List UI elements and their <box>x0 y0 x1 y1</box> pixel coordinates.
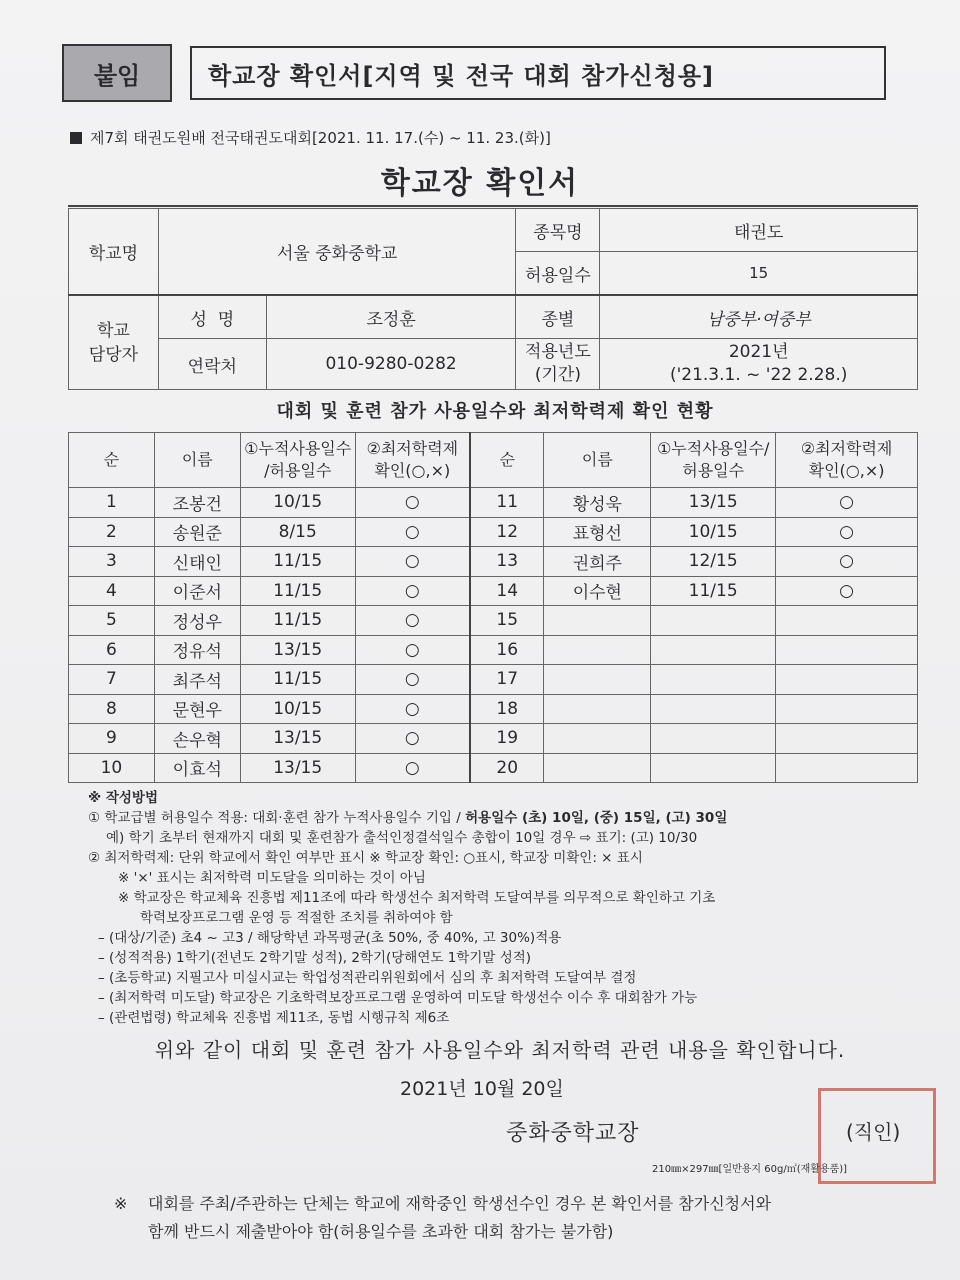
roster-table <box>68 432 918 783</box>
row-name: 정유석 <box>154 635 240 665</box>
main-title: 학교장 확인서 <box>380 166 580 201</box>
row-name: 황성욱 <box>544 488 651 518</box>
row-days: 11/15 <box>240 606 355 636</box>
section-title: 대회 및 훈련 참가 사용일수와 최저학력제 확인 현황 <box>276 401 714 422</box>
school-value: 서울 중화중학교 <box>158 209 516 296</box>
row-name <box>544 606 651 636</box>
col-name: 이름 <box>154 433 240 488</box>
roster-header <box>69 433 918 488</box>
year-value <box>600 339 918 390</box>
row-days: 10/15 <box>651 517 776 547</box>
name-value: 조정훈 <box>266 295 516 339</box>
divider <box>68 205 918 207</box>
note-item: ※ '×' 표시는 최저학력 미도달을 의미하는 것이 아님 <box>118 870 426 886</box>
row-no: 14 <box>470 576 544 606</box>
days-label: 허용일수 <box>516 252 600 296</box>
manager-label-line1: 학교 <box>97 320 130 341</box>
table-row <box>69 635 918 665</box>
asterisk-icon: ※ <box>114 1194 128 1213</box>
event-label: 종목명 <box>516 209 600 252</box>
row-check <box>776 665 918 695</box>
row-check: ○ <box>355 724 470 754</box>
col-days: ①누적사용일수 /허용일수 <box>240 433 355 488</box>
table-row <box>69 694 918 724</box>
row-no: 19 <box>470 724 544 754</box>
contact-value: 010-9280-0282 <box>266 339 516 390</box>
row-check: ○ <box>355 576 470 606</box>
year-label-line1: 적용년도 <box>525 342 591 362</box>
name-label: 성 명 <box>158 295 266 339</box>
table-row <box>69 576 918 606</box>
row-days <box>651 694 776 724</box>
row-no: 20 <box>470 753 544 783</box>
note-item: – (대상/기준) 초4 ~ 고3 / 해당학년 과목평균(초 50%, 중 40%, 고 30%)적용 <box>98 930 562 946</box>
row-no: 4 <box>69 576 155 606</box>
header <box>62 44 886 102</box>
year-value-line2: ('21.3.1. ~ '22 2.28.) <box>669 365 848 385</box>
paper-spec: 210㎜×297㎜[일반용지 60g/㎡(재활용품)] <box>652 1164 848 1175</box>
row-name <box>544 665 651 695</box>
note-item: – (성적적용) 1학기(전년도 2학기말 성적), 2학기(당해연도 1학기말 성적) <box>98 950 532 966</box>
category-label: 종별 <box>516 295 600 339</box>
row-days <box>651 606 776 636</box>
row-days <box>651 724 776 754</box>
row-name: 표형선 <box>544 517 651 547</box>
footer-notice <box>114 1190 894 1246</box>
year-label <box>516 339 600 390</box>
event-text: 제7회 태권도원배 전국태권도대회[2021. 11. 17.(수) ~ 11. 23.(화)] <box>90 129 551 147</box>
row-name: 신태인 <box>154 547 240 577</box>
row-days: 13/15 <box>651 488 776 518</box>
row-name <box>544 635 651 665</box>
row-no: 12 <box>470 517 544 547</box>
days-value: 15 <box>600 252 918 296</box>
row-days: 11/15 <box>240 576 355 606</box>
col-academic: ②최저학력제 확인(○,×) <box>355 433 470 488</box>
manager-label-line2: 담당자 <box>88 344 139 365</box>
table-row <box>69 724 918 754</box>
note-item: ※ 학교장은 학교체육 진흥법 제11조에 따라 학생선수 최저학력 도달여부를 의무적으로 확인하고 기초 <box>118 890 716 906</box>
row-days: 11/15 <box>240 665 355 695</box>
row-no: 13 <box>470 547 544 577</box>
row-name: 문현우 <box>154 694 240 724</box>
row-days: 12/15 <box>651 547 776 577</box>
note-item: – (최저학력 미도달) 학교장은 기초학력보장프로그램 운영하여 미도달 학생선수 이수 후 대회참가 가능 <box>98 990 698 1006</box>
row-check: ○ <box>355 665 470 695</box>
row-days <box>651 753 776 783</box>
note-item: ② 최저학력제: 단위 학교에서 확인 여부만 표시 ※ 학교장 확인: ○표시, 학교장 미확인: × 표시 <box>88 850 643 866</box>
row-check: ○ <box>355 488 470 518</box>
row-check <box>776 635 918 665</box>
row-days: 10/15 <box>240 694 355 724</box>
row-no: 3 <box>69 547 155 577</box>
row-no: 8 <box>69 694 155 724</box>
row-check <box>776 724 918 754</box>
row-name: 최주석 <box>154 665 240 695</box>
row-days: 8/15 <box>240 517 355 547</box>
row-name: 이준서 <box>154 576 240 606</box>
row-check: ○ <box>355 694 470 724</box>
row-name: 정성우 <box>154 606 240 636</box>
row-no: 7 <box>69 665 155 695</box>
category-value: 남중부·여중부 <box>600 295 918 339</box>
row-name: 이효석 <box>154 753 240 783</box>
row-days: 10/15 <box>240 488 355 518</box>
note-item: – (초등학교) 지필고사 미실시교는 학업성적관리위원회에서 심의 후 최저학력 도달여부 결정 <box>98 970 637 986</box>
table-row <box>69 753 918 783</box>
manager-label <box>69 295 159 390</box>
seal-label: (직인) <box>846 1120 901 1144</box>
school-label: 학교명 <box>69 209 159 296</box>
row-no: 5 <box>69 606 155 636</box>
square-bullet-icon <box>70 132 82 144</box>
row-name: 송원준 <box>154 517 240 547</box>
col-no: 순 <box>69 433 155 488</box>
writing-instructions <box>88 788 918 1028</box>
row-check <box>776 753 918 783</box>
row-check: ○ <box>355 517 470 547</box>
issue-date: 2021년 10월 20일 <box>400 1078 564 1100</box>
row-no: 11 <box>470 488 544 518</box>
note-item: ① 학교급별 허용일수 적용: 대회·훈련 참가 누적사용일수 기입 / 허용일수 (초) 10일, (중) 15일, (고) 30일 <box>88 810 728 826</box>
row-name <box>544 724 651 754</box>
row-check: ○ <box>355 606 470 636</box>
row-no: 17 <box>470 665 544 695</box>
table-row <box>69 665 918 695</box>
table-row <box>69 488 918 518</box>
note-item: – (관련법령) 학교체육 진흥법 제11조, 동법 시행규칙 제6조 <box>98 1010 450 1026</box>
row-check <box>776 694 918 724</box>
col-academic-right: ②최저학력제 확인(○,×) <box>776 433 918 488</box>
row-name: 이수현 <box>544 576 651 606</box>
principal-name: 중화중학교장 <box>506 1121 640 1146</box>
row-no: 10 <box>69 753 155 783</box>
notes-heading: ※ 작성방법 <box>88 790 158 806</box>
row-check: ○ <box>355 547 470 577</box>
confirmation-statement: 위와 같이 대회 및 훈련 참가 사용일수와 최저학력 관련 내용을 확인합니다. <box>154 1038 846 1062</box>
row-days: 13/15 <box>240 635 355 665</box>
year-label-line2: (기간) <box>534 365 581 385</box>
row-no: 6 <box>69 635 155 665</box>
contact-label: 연락처 <box>158 339 266 390</box>
note-item: 예) 학기 초부터 현재까지 대회 및 훈련참가 출석인정결석일수 총합이 10일 경우 ⇨ 표기: (고) 10/30 <box>106 830 698 846</box>
info-table <box>68 208 918 390</box>
row-check: ○ <box>776 517 918 547</box>
table-row <box>69 606 918 636</box>
document-title: 학교장 확인서[지역 및 전국 대회 참가신청용] <box>190 46 886 100</box>
row-days: 13/15 <box>240 724 355 754</box>
event-line <box>70 127 551 148</box>
row-check: ○ <box>776 547 918 577</box>
col-days-right: ①누적사용일수/ 허용일수 <box>651 433 776 488</box>
row-days <box>651 665 776 695</box>
row-days: 13/15 <box>240 753 355 783</box>
row-no: 1 <box>69 488 155 518</box>
row-no: 2 <box>69 517 155 547</box>
event-value: 태권도 <box>600 209 918 252</box>
table-row <box>69 517 918 547</box>
attachment-tag: 붙임 <box>62 44 172 102</box>
row-days: 11/15 <box>240 547 355 577</box>
footer-line: 대회를 주최/주관하는 단체는 학교에 재학중인 학생선수인 경우 본 확인서를 참가신청서와 <box>148 1194 772 1213</box>
row-days: 11/15 <box>651 576 776 606</box>
row-name <box>544 694 651 724</box>
row-check <box>776 606 918 636</box>
year-value-line1: 2021년 <box>728 342 789 362</box>
row-name: 손우혁 <box>154 724 240 754</box>
note-item: 학력보장프로그램 운영 등 적절한 조치를 취하여야 함 <box>140 910 453 926</box>
row-no: 18 <box>470 694 544 724</box>
row-no: 9 <box>69 724 155 754</box>
row-name <box>544 753 651 783</box>
col-name-right: 이름 <box>544 433 651 488</box>
row-check: ○ <box>776 488 918 518</box>
col-no-right: 순 <box>470 433 544 488</box>
row-no: 15 <box>470 606 544 636</box>
row-no: 16 <box>470 635 544 665</box>
row-check: ○ <box>776 576 918 606</box>
row-name: 조봉건 <box>154 488 240 518</box>
row-name: 권희주 <box>544 547 651 577</box>
row-check: ○ <box>355 753 470 783</box>
row-check: ○ <box>355 635 470 665</box>
table-row <box>69 547 918 577</box>
row-days <box>651 635 776 665</box>
footer-line: 함께 반드시 제출받아야 함(허용일수를 초과한 대회 참가는 불가함) <box>148 1222 614 1241</box>
